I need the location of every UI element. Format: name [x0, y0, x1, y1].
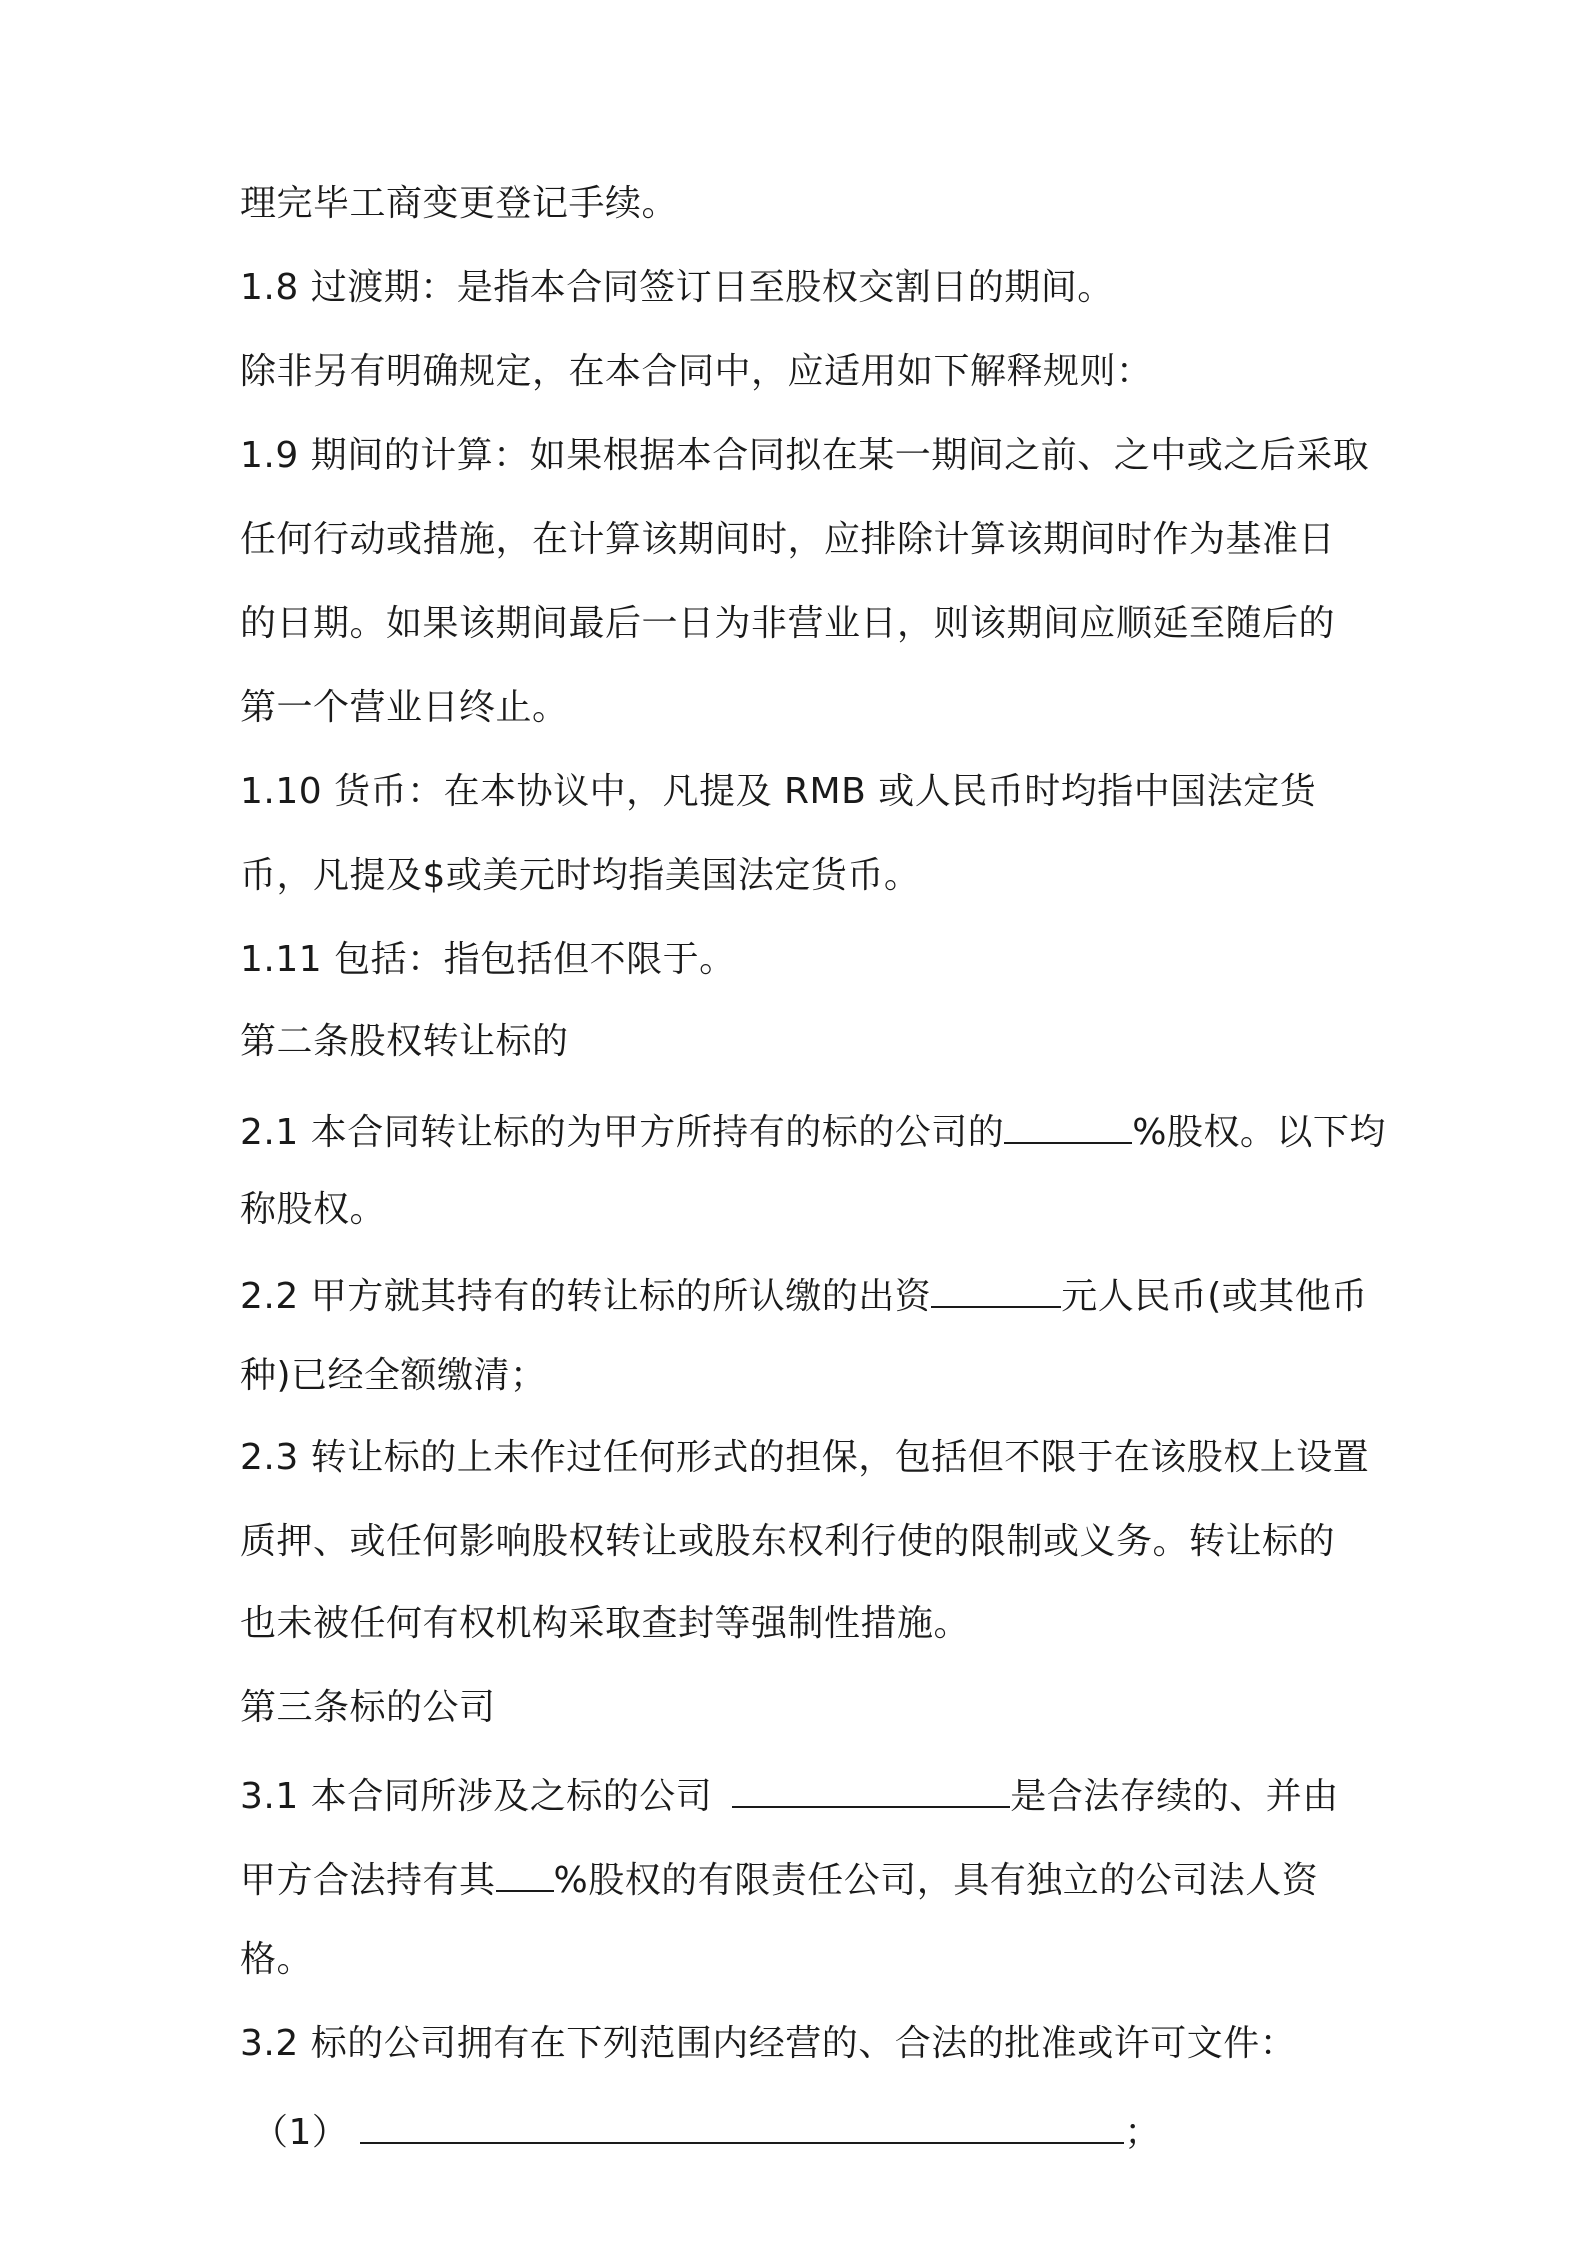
clause-1-9-line-2: [240, 516, 1335, 564]
clause-1-10: [240, 768, 1316, 816]
text-run: 质押、或任何影响股权转让或股东权利行使的限制或义务。转让标的: [240, 1521, 1336, 1562]
text-line-continuation: [240, 180, 678, 228]
text-run: 1.11 包括：指包括但不限于。: [240, 939, 736, 980]
text-run: ；: [1124, 2112, 1161, 2153]
clause-2-3-line-3: [240, 1600, 970, 1648]
text-run: 2.3 转让标的上未作过任何形式的担保，包括但不限于在该股权上设置: [240, 1437, 1370, 1478]
text-run: %股权。以下均: [1132, 1112, 1386, 1153]
held-percent-blank[interactable]: [496, 1852, 554, 1892]
text-run: 币，凡提及$或美元时均指美国法定货币。: [240, 855, 921, 896]
text-run: 2.1 本合同转让标的为甲方所持有的标的公司的: [240, 1112, 1005, 1153]
clause-2-2-line-2: [240, 1352, 547, 1400]
clause-2-1: [240, 1104, 1386, 1157]
text-run: 除非另有明确规定，在本合同中，应适用如下解释规则：: [240, 351, 1153, 392]
text-run: 1.10 货币：在本协议中，凡提及 RMB 或人民币时均指中国法定货: [240, 771, 1317, 812]
clause-2-3: [240, 1434, 1369, 1482]
text-run: 1.8 过渡期：是指本合同签订日至股权交割日的期间。: [240, 267, 1114, 308]
text-run: 第二条股权转让标的: [240, 1021, 569, 1062]
license-1-blank[interactable]: [360, 2104, 1124, 2144]
text-run: 格。: [240, 1939, 314, 1980]
interpretation-intro: [240, 348, 1153, 396]
text-run: 第三条标的公司: [240, 1687, 496, 1728]
text-run: 任何行动或措施，在计算该期间时，应排除计算该期间时作为基准日: [240, 519, 1336, 560]
text-run: 称股权。: [240, 1189, 387, 1230]
text-run: 3.1 本合同所涉及之标的公司: [240, 1776, 713, 1817]
text-run: 的日期。如果该期间最后一日为非营业日，则该期间应顺延至随后的: [240, 603, 1336, 644]
clause-1-10-line-2: [240, 852, 920, 900]
article-2-heading: [240, 1018, 569, 1066]
text-run: 1.9 期间的计算：如果根据本合同拟在某一期间之前、之中或之后采取: [240, 435, 1370, 476]
clause-2-2: [240, 1268, 1368, 1321]
clause-3-1: [240, 1768, 1339, 1821]
text-run: 第一个营业日终止。: [240, 687, 569, 728]
equity-percent-blank[interactable]: [1004, 1104, 1132, 1144]
license-item-1: [252, 2104, 1161, 2157]
clause-1-9: [240, 432, 1369, 480]
clause-3-1-line-2: [240, 1852, 1318, 1905]
clause-1-8: [240, 264, 1114, 312]
capital-amount-blank[interactable]: [931, 1268, 1061, 1308]
clause-2-1-line-2: [240, 1186, 386, 1234]
text-run: %股权的有限责任公司，具有独立的公司法人资: [553, 1860, 1319, 1901]
clause-3-1-line-3: [240, 1936, 313, 1984]
clause-1-9-line-4: [240, 684, 569, 732]
text-run: 2.2 甲方就其持有的转让标的所认缴的出资: [240, 1276, 932, 1317]
clause-1-11: [240, 936, 736, 984]
text-run: 理完毕工商变更登记手续。: [240, 183, 679, 224]
clause-2-3-line-2: [240, 1518, 1335, 1566]
article-3-heading: [240, 1684, 496, 1732]
text-run: 是合法存续的、并由: [1010, 1776, 1339, 1817]
text-run: 甲方合法持有其: [240, 1860, 496, 1901]
company-name-blank[interactable]: [732, 1768, 1010, 1808]
text-run: 3.2 标的公司拥有在下列范围内经营的、合法的批准或许可文件：: [240, 2023, 1297, 2064]
clause-1-9-line-3: [240, 600, 1335, 648]
text-run: 种)已经全额缴清；: [240, 1355, 547, 1396]
text-run: 也未被任何有权机构采取查封等强制性措施。: [240, 1603, 971, 1644]
clause-3-2: [240, 2020, 1296, 2068]
list-number: （1）: [252, 2112, 349, 2153]
text-run: 元人民币(或其他币: [1061, 1276, 1368, 1317]
